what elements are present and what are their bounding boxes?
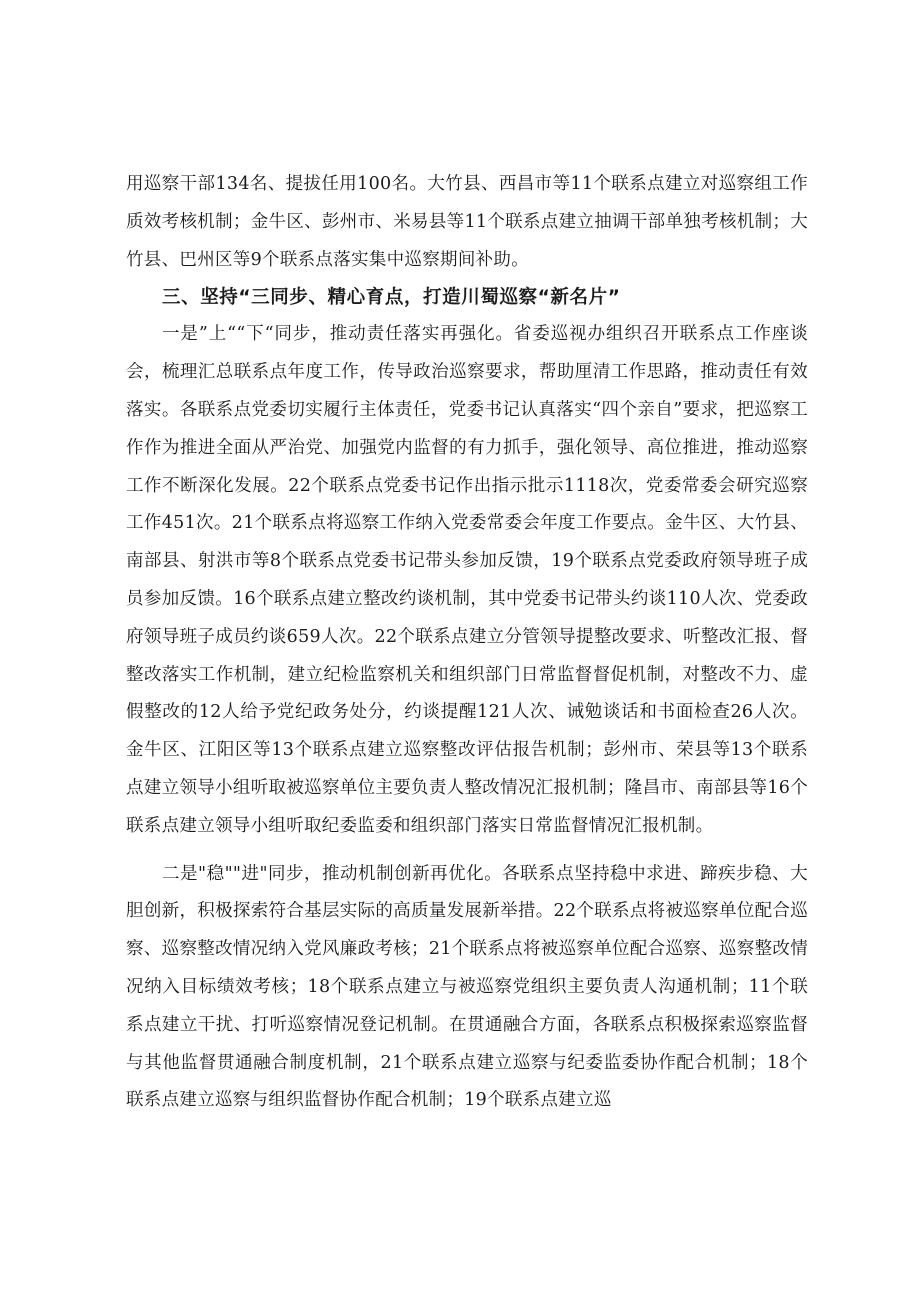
- paragraph-2: 二是"稳""进"同步，推动机制创新再优化。各联系点坚持稳中求进、蹄疾步稳、大胆创新，积极探索符合基层实际的高质量发展新举措。22个联系点将被巡察单位配合巡察、巡察整改情况纳入党风廉政考核；21个联系点将被巡察单位配合巡察、巡察整改情况纳入目标绩效考核；18个联系点建立与被巡察党组织主要负责人沟通机制；11个联系点建立干扰、打听巡察情况登记机制。在贯通融合方面，各联系点积极探索巡察监督与其他监督贯通融合制度机制，21个联系点建立巡察与纪委监委协作配合机制；18个联系点建立巡察与组织监督协作配合机制；19个联系点建立巡: [126, 863, 808, 1111]
- document-body: [126, 166, 808, 1120]
- paragraph-continued: 用巡察干部134名、提拔任用100名。大竹县、西昌市等11个联系点建立对巡察组工作质效考核机制；金牛区、彭州市、米易县等11个联系点建立抽调干部单独考核机制；大竹县、巴州区等9个联系点落实集中巡察期间补助。: [126, 174, 808, 270]
- paragraph-1: 一是”上““下“同步，推动责任落实再强化。省委巡视办组织召开联系点工作座谈会，梳理汇总联系点年度工作，传导政治巡察要求，帮助厘清工作思路，推动责任有效落实。各联系点党委切实履行主体责任，党委书记认真落实“四个亲自”要求，把巡察工作作为推进全面从严治党、加强党内监督的有力抓手，强化领导、高位推进，推动巡察工作不断深化发展。22个联系点党委书记作出指示批示1118次，党委常委会研究巡察工作451次。21个联系点将巡察工作纳入党委常委会年度工作要点。金牛区、大竹县、南部县、射洪市等8个联系点党委书记带头参加反馈，19个联系点党委政府领导班子成员参加反馈。16个联系点建立整改约谈机制，其中党委书记带头约谈110人次、党委政府领导班子成员约谈659人次。22个联系点建立分管领导提整改要求、听整改汇报、督整改落实工作机制，建立纪检监察机关和组织部门日常监督督促机制，对整改不力、虚假整改的12人给予党纪政务处分，约谈提醒121人次、诫勉谈话和书面检查26人次。金牛区、江阳区等13个联系点建立巡察整改评估报告机制；彭州市、荣县等13个联系点建立领导小组听取被巡察单位主要负责人整改情况汇报机制；隆昌市、南部县等16个联系点建立领导小组听取纪委监委和组织部门落实日常监督情况汇报机制。: [126, 324, 808, 836]
- section-heading-3: 三、坚持“三同步、精心育点，打造川蜀巡察“新名片”: [162, 287, 621, 309]
